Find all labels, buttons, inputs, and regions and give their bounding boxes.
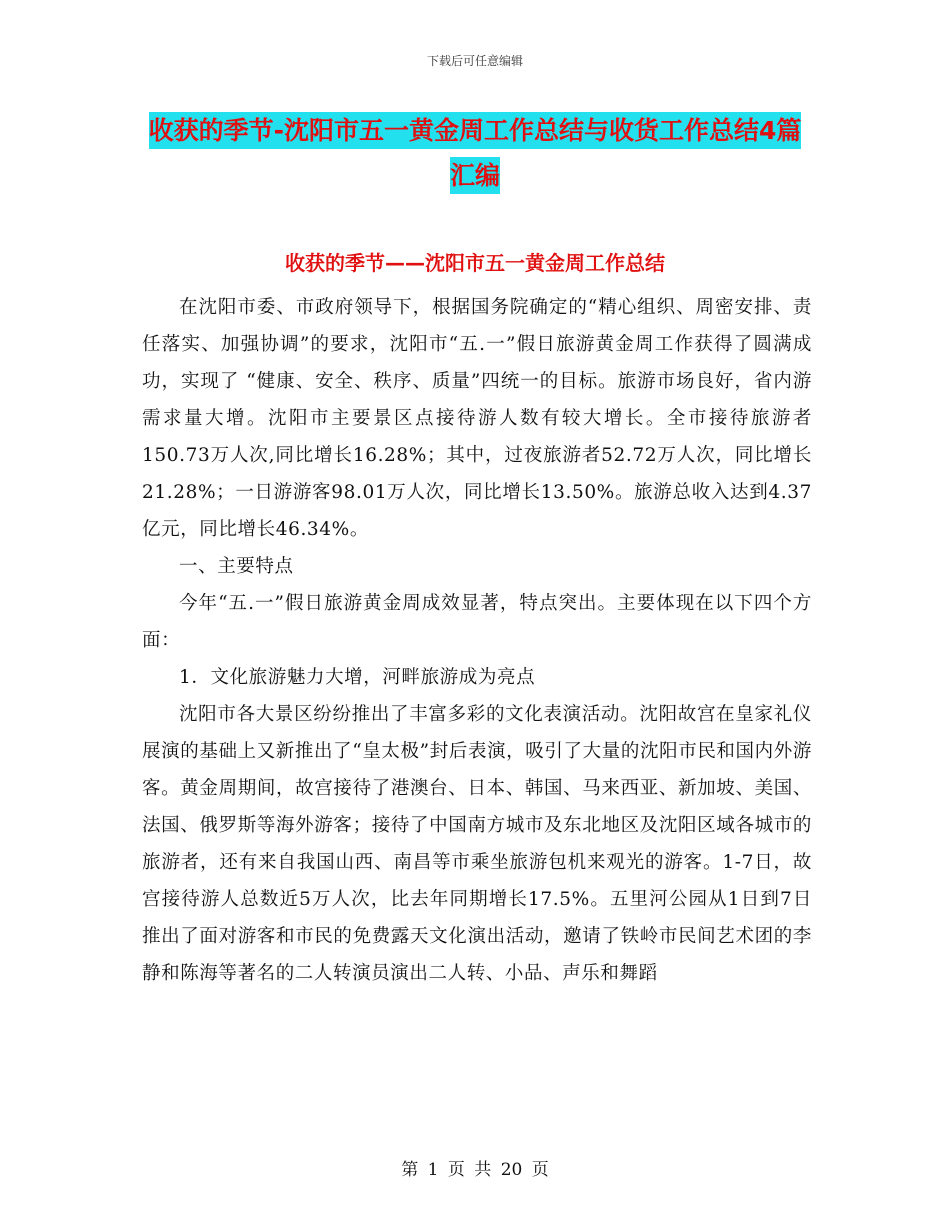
document-body: [142, 289, 812, 992]
document-title: [140, 108, 810, 198]
header-note: 下载后可任意编辑: [426, 54, 523, 68]
heading-main-features: 一、主要特点: [179, 556, 294, 577]
page-footer: 第 1 页 共 20 页: [401, 1160, 549, 1180]
paragraph-features-summary: 今年“五.一”假日旅游黄金周成效显著，特点突出。主要体现在以下四个方面：: [142, 593, 812, 651]
document-title-text: 收获的季节-沈阳市五一黄金周工作总结与收货工作总结4篇汇编: [149, 112, 802, 194]
paragraph-intro: 在沈阳市委、市政府领导下，根据国务院确定的“精心组织、周密安排、责任落实、加强协调”的要求，沈阳市“五.一”假日旅游黄金周工作获得了圆满成功，实现了 “健康、安全、秩序、质量”四统一的目标。旅游市场良好，省内游需求量大增。沈阳市主要景区点接待游人数有较大增长。全市接待旅游者150.73万人次,同比增长16.28%；其中，过夜旅游者52.72万人次，同比增长21.28%；一日游游客98.01万人次，同比增长13.50%。旅游总收入达到4.37亿元，同比增长46.34%。: [142, 297, 812, 540]
paragraph-culture-tourism: 沈阳市各大景区纷纷推出了丰富多彩的文化表演活动。沈阳故宫在皇家礼仪展演的基础上又新推出了“皇太极”封后表演，吸引了大量的沈阳市民和国内外游客。黄金周期间，故宫接待了港澳台、日本、韩国、马来西亚、新加坡、美国、法国、俄罗斯等海外游客；接待了中国南方城市及东北地区及沈阳区域各城市的旅游者，还有来自我国山西、南昌等市乘坐旅游包机来观光的游客。1-7日，故宫接待游人总数近5万人次，比去年同期增长17.5%。五里河公园从1日到7日推出了面对游客和市民的免费露天文化演出活动，邀请了铁岭市民间艺术团的李静和陈海等著名的二人转演员演出二人转、小品、声乐和舞蹈: [142, 704, 812, 984]
heading-culture-tourism: 1．文化旅游魅力大增，河畔旅游成为亮点: [179, 667, 536, 688]
section-title: 收获的季节——沈阳市五一黄金周工作总结: [285, 251, 665, 275]
